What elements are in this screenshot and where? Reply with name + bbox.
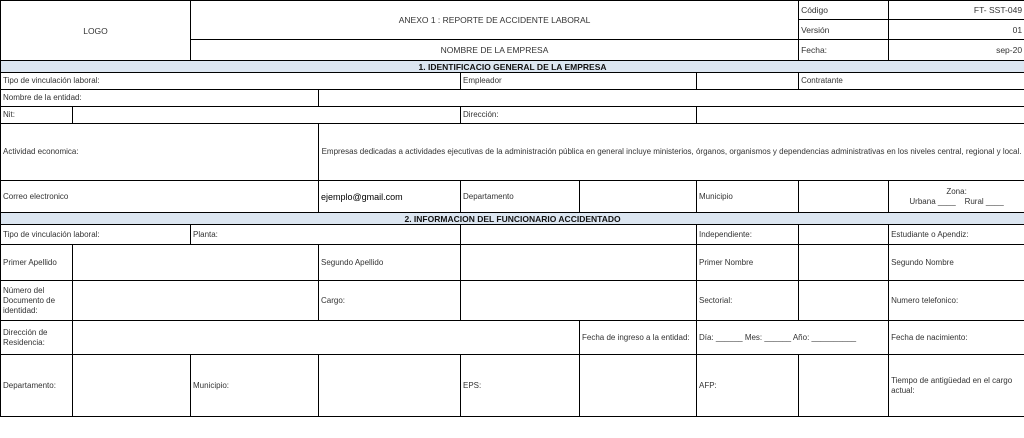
- cargo-label: Cargo:: [319, 281, 461, 321]
- planta-label: Planta:: [191, 225, 461, 245]
- cargo-field[interactable]: [461, 281, 697, 321]
- fecha-ingreso-label: Fecha de ingreso a la entidad:: [580, 321, 697, 355]
- departamento-label: Departamento: [461, 181, 580, 213]
- fecha-ingreso-value[interactable]: Día: ______ Mes: ______ Año: __________: [697, 321, 889, 355]
- tipo-vinculacion-2-label: Tipo de vinculación laboral:: [1, 225, 191, 245]
- planta-field[interactable]: [461, 225, 697, 245]
- fecha-label: Fecha:: [799, 40, 889, 61]
- version-value: 01: [889, 20, 1024, 40]
- primer-apellido-label: Primer Apellido: [1, 245, 73, 281]
- fecha-value: sep-20: [889, 40, 1024, 61]
- correo-value: ejemplo@gmail.com: [319, 181, 461, 213]
- nombre-entidad-field[interactable]: [319, 90, 1024, 107]
- contratante-label: Contratante: [799, 73, 1024, 90]
- sectorial-label: Sectorial:: [697, 281, 799, 321]
- segundo-nombre-label: Segundo Nombre: [889, 245, 1024, 281]
- afp-field[interactable]: [799, 355, 889, 417]
- empleador-label: Empleador: [461, 73, 697, 90]
- zona-selector[interactable]: [889, 181, 1024, 213]
- zona-rural: Rural ____: [964, 196, 1004, 206]
- codigo-value: FT- SST-049: [889, 1, 1024, 20]
- municipio-field[interactable]: [799, 181, 889, 213]
- direccion-field[interactable]: [697, 107, 1024, 124]
- estudiante-label: Estudiante o Apendiz:: [889, 225, 1024, 245]
- direccion-label: Dirección:: [461, 107, 697, 124]
- municipio-2-label: Municipio:: [191, 355, 319, 417]
- antiguedad-label: Tiempo de antigüedad en el cargo actual:: [889, 355, 1024, 417]
- direccion-residencia-label: Dirección de Residencia:: [1, 321, 73, 355]
- empleador-field[interactable]: [697, 73, 799, 90]
- departamento-2-label: Departamento:: [1, 355, 73, 417]
- independiente-field[interactable]: [799, 225, 889, 245]
- primer-nombre-field[interactable]: [799, 245, 889, 281]
- numero-documento-label: Número del Documento de identidad:: [1, 281, 73, 321]
- departamento-field[interactable]: [580, 181, 697, 213]
- nombre-entidad-label: Nombre de la entidad:: [1, 90, 319, 107]
- municipio-2-field[interactable]: [319, 355, 461, 417]
- fecha-nacimiento-label: Fecha de nacimiento:: [889, 321, 1024, 355]
- section-1-title: 1. IDENTIFICACIO GENERAL DE LA EMPRESA: [1, 61, 1024, 73]
- primer-apellido-field[interactable]: [73, 245, 319, 281]
- logo-placeholder: LOGO: [1, 1, 191, 61]
- sectorial-field[interactable]: [799, 281, 889, 321]
- section-2-title: 2. INFORMACION DEL FUNCIONARIO ACCIDENTADO: [1, 213, 1024, 225]
- nit-field[interactable]: [73, 107, 461, 124]
- company-name: NOMBRE DE LA EMPRESA: [191, 40, 799, 61]
- correo-label: Correo electronico: [1, 181, 319, 213]
- independiente-label: Independiente:: [697, 225, 799, 245]
- municipio-label: Municipio: [697, 181, 799, 213]
- afp-label: AFP:: [697, 355, 799, 417]
- eps-label: EPS:: [461, 355, 580, 417]
- eps-field[interactable]: [580, 355, 697, 417]
- actividad-description: Empresas dedicadas a actividades ejecutivas de la administración pública en general incluye ministerios, órganos, organismos y dependencias administrativas en los niveles central, regional y local.: [319, 124, 1024, 181]
- zona-label: Zona:: [946, 186, 967, 196]
- zona-urbana: Urbana ____: [909, 196, 956, 206]
- primer-nombre-label: Primer Nombre: [697, 245, 799, 281]
- nit-label: Nit:: [1, 107, 73, 124]
- document-title: ANEXO 1 : REPORTE DE ACCIDENTE LABORAL: [191, 1, 799, 40]
- numero-telefonico-label: Numero telefonico:: [889, 281, 1024, 321]
- codigo-label: Código: [799, 1, 889, 20]
- numero-documento-field[interactable]: [73, 281, 319, 321]
- segundo-apellido-field[interactable]: [461, 245, 697, 281]
- departamento-2-field[interactable]: [73, 355, 191, 417]
- segundo-apellido-label: Segundo Apellido: [319, 245, 461, 281]
- actividad-label: Actividad economica:: [1, 124, 319, 181]
- version-label: Versión: [799, 20, 889, 40]
- tipo-vinculacion-label: Tipo de vinculación laboral:: [1, 73, 461, 90]
- direccion-residencia-field[interactable]: [73, 321, 580, 355]
